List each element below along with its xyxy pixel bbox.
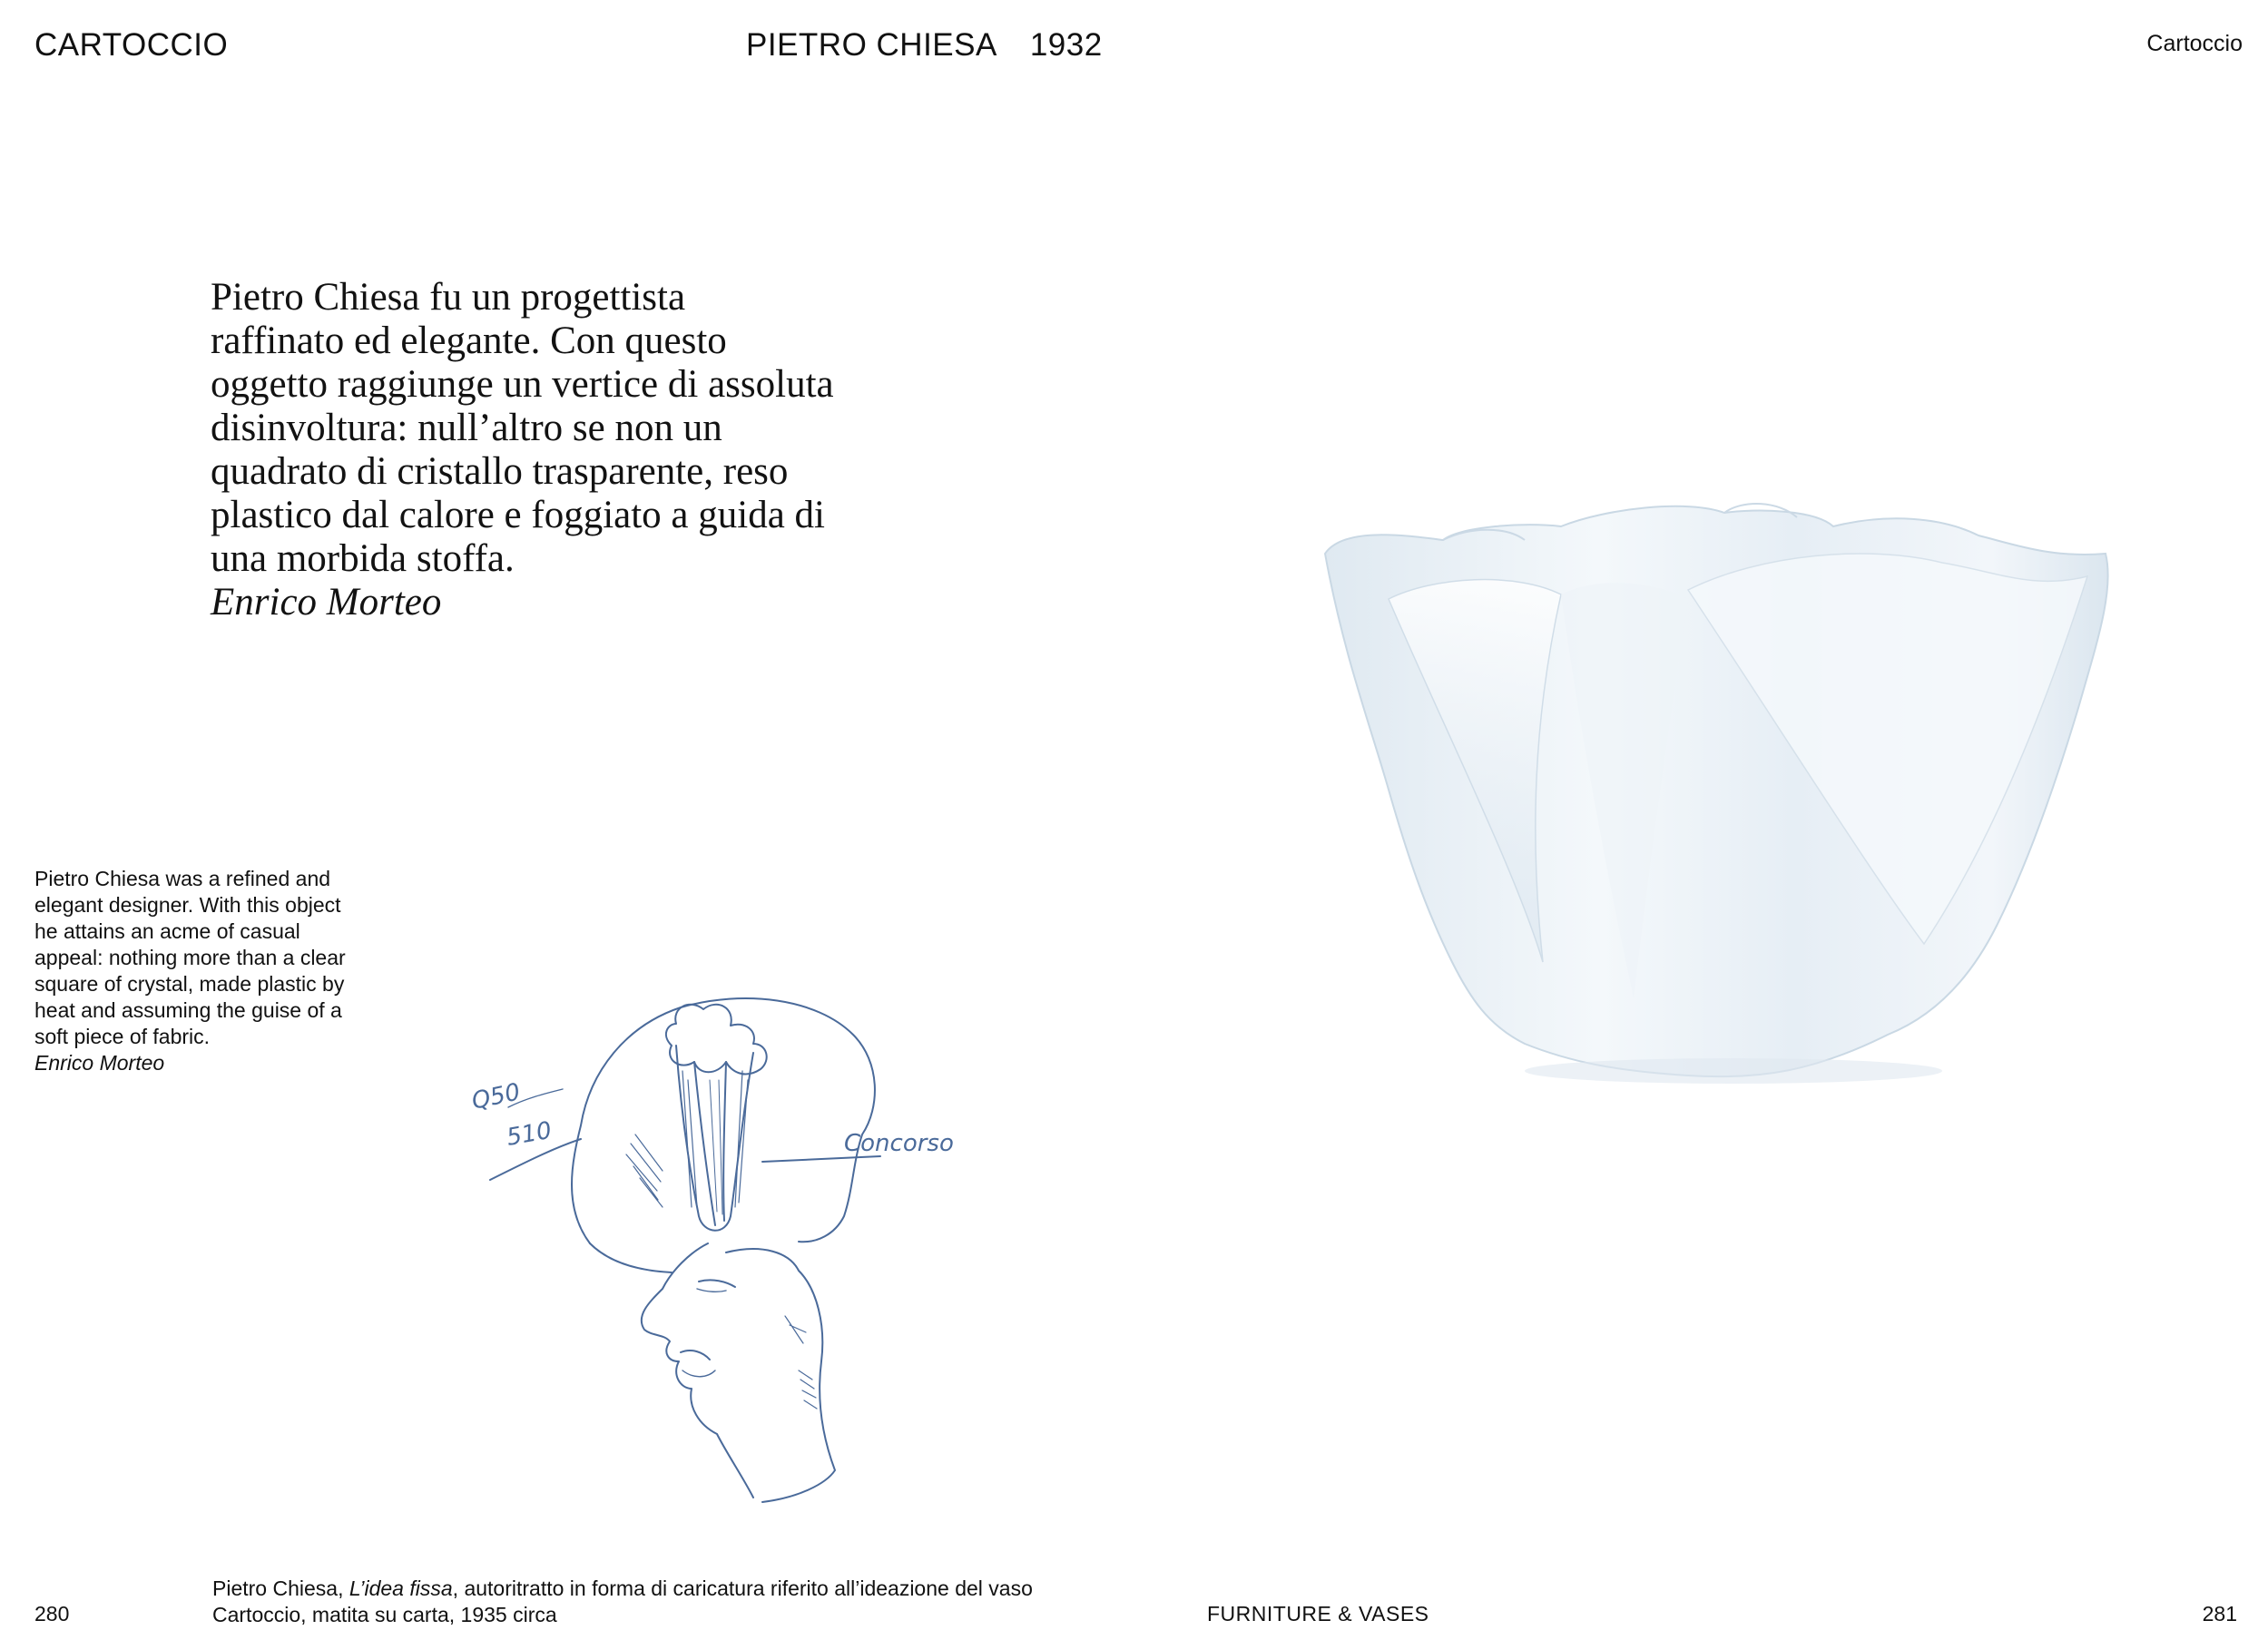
- sketch-annotation-word: Concorso: [844, 1130, 954, 1157]
- italian-quote: [211, 276, 900, 624]
- quote-line: elegant designer. With this object: [34, 893, 341, 917]
- header-left-title: CARTOCCIO: [34, 27, 229, 63]
- quote-line: plastico dal calore e foggiato a guida di: [211, 494, 825, 536]
- caption-line-2: Cartoccio, matita su carta, 1935 circa: [212, 1603, 557, 1626]
- caption-prefix: Pietro Chiesa,: [212, 1576, 349, 1600]
- caption-work-title: L’idea fissa: [349, 1576, 453, 1600]
- page-number-right: 281: [2202, 1602, 2237, 1625]
- english-quote: [34, 866, 379, 1076]
- caricature-sketch: [454, 944, 1016, 1525]
- quote-line: Pietro Chiesa was a refined and: [34, 867, 331, 890]
- header-designer-year: [746, 27, 1103, 64]
- cartoccio-vase-photo: [1307, 490, 2142, 1144]
- quote-line: disinvoltura: null’altro se non un: [211, 407, 722, 449]
- quote-line: he attains an acme of casual: [34, 919, 300, 943]
- quote-line: square of crystal, made plastic by: [34, 972, 345, 996]
- page-number-left: 280: [34, 1602, 70, 1625]
- caption-line-1: [212, 1576, 1120, 1602]
- sketch-annotation-number: Q50: [469, 1078, 523, 1115]
- sketch-annotation-number: 510: [505, 1116, 555, 1152]
- quote-line: una morbida stoffa.: [211, 537, 515, 580]
- quote-line: heat and assuming the guise of a: [34, 998, 342, 1022]
- quote-line: Pietro Chiesa fu un progettista: [211, 276, 686, 319]
- footer-section-title: FURNITURE & VASES: [1207, 1602, 1429, 1625]
- quote-line: quadrato di cristallo trasparente, reso: [211, 450, 789, 493]
- design-year: 1932: [1029, 27, 1103, 63]
- quote-line: appeal: nothing more than a clear: [34, 946, 346, 969]
- caption-suffix: , autoritratto in forma di caricatura riferito all’ideazione del vaso: [452, 1576, 1033, 1600]
- sketch-caption: [212, 1576, 1120, 1628]
- designer-name: PIETRO CHIESA: [746, 27, 997, 63]
- quote-line: oggetto raggiunge un vertice di assoluta: [211, 363, 834, 406]
- quote-line: raffinato ed elegante. Con questo: [211, 319, 727, 362]
- quote-line: soft piece of fabric.: [34, 1025, 211, 1048]
- quote-author: Enrico Morteo: [34, 1051, 165, 1075]
- quote-author: Enrico Morteo: [211, 581, 442, 624]
- header-right-title: Cartoccio: [2146, 31, 2243, 56]
